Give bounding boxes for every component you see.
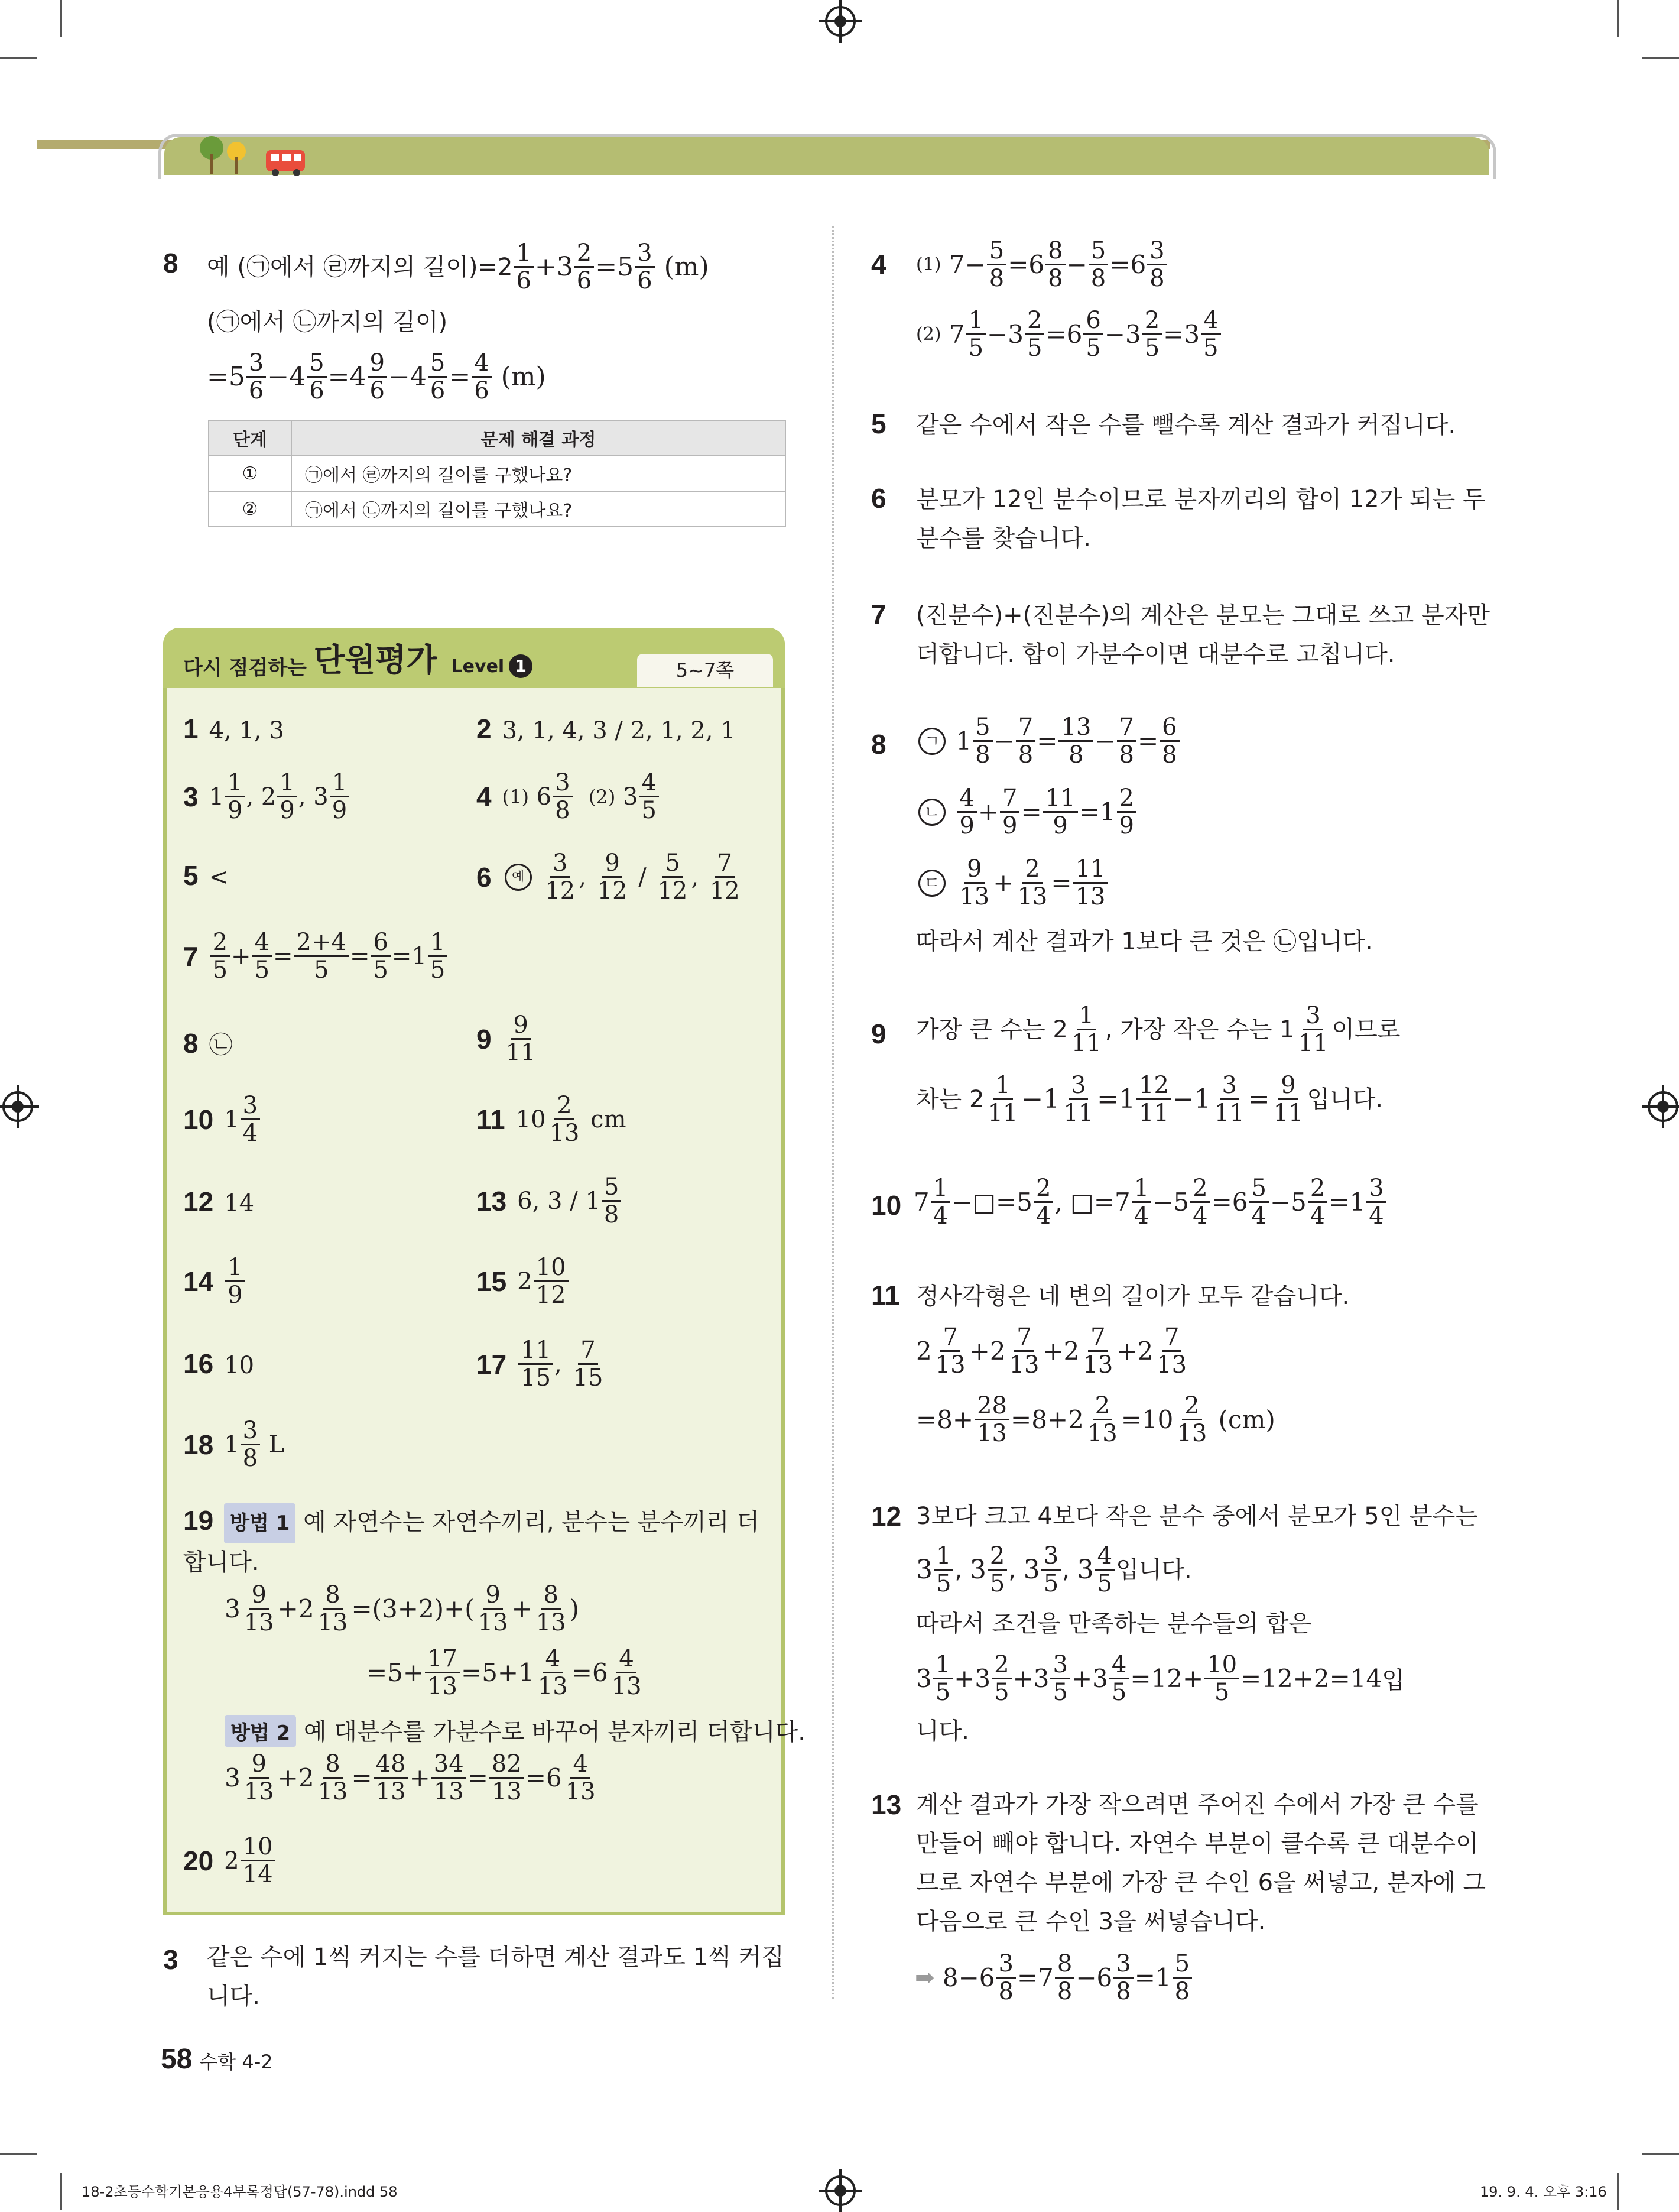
registration-mark-icon [2,1091,33,1122]
answer-14: 14 1 9 [183,1254,246,1308]
problem-13-text: 계산 결과가 가장 작으려면 주어진 수에서 가장 큰 수를 만들어 빼야 합니다. 자연수 부분이 클수록 큰 대분수이므로 자연수 부분에 가장 큰 수인 6을 써넣고, 분자에 그 다음으로 큰 수인 3을 써넣습니다. [916,1791,1486,1935]
table-header: 단계 [209,420,291,456]
problem-8-a: ㄱ 1 5 8 − 7 8 = 13 8 − 7 8 = 6 8 [916,714,1181,768]
problem-8-b: ㄴ 4 9 + 7 9 = 11 9 =1 2 9 [916,785,1138,839]
method-1-text: 예 자연수는 자연수끼리, 분수는 분수끼리 더합니다. [183,1509,759,1576]
page-range: 5~7쪽 [637,654,773,687]
answer-3: 3 1 1 9 , 2 1 9 , 3 1 9 [183,770,350,823]
level-label: Level [451,656,505,677]
unit-m: (m) [664,251,709,282]
problem-7-text: (진분수)+(진분수)의 계산은 분모는 그대로 쓰고 분자만 더합니다. 합이 가분수이면 대분수로 고칩니다. [916,602,1490,668]
header-tab [164,137,1489,175]
unit-test-title [183,635,532,680]
answer-2: 2 3, 1, 4, 3 / 2, 1, 2, 1 [476,713,736,744]
answer-1: 1 4, 1, 3 [183,713,284,744]
answer-15: 15 2 10 12 [476,1254,570,1308]
table-cell: ① [209,456,291,491]
answer-4: 4 (1) 6 3 8 (2) 3 4 5 [476,770,660,823]
registration-mark-icon [825,6,856,37]
problem-12-text4: 니다. [916,1718,969,1745]
answer-20: 20 2 10 14 [183,1834,277,1887]
answer-17: 17 11 15 , 7 15 [476,1337,603,1392]
crop-mark [1642,2153,1679,2155]
method-2-text: 예 대분수를 가분수로 바꾸어 분자끼리 더합니다. [303,1718,806,1746]
problem-11: 11 [871,1280,900,1311]
page-footer [161,2043,273,2075]
method-2-label: 방법 2 [225,1715,296,1747]
file-info: 18-2초등수학기본응용4부록정답(57-78).indd 58 [82,2184,398,2200]
problem-11-calc2: =8+ 28 13 =8+2 2 13 =10 2 13 (cm) [916,1392,1275,1447]
table-cell: ② [209,491,291,527]
book-title: 수학 4-2 [199,2051,273,2073]
crop-mark [0,57,37,59]
problem-7: 7 [871,599,886,630]
problem-13-calc: ➡ 8−6 3 8 =7 8 8 −6 3 8 =1 5 8 [915,1951,1193,2005]
registration-mark-icon [1648,1091,1678,1122]
answer-5: 5 < [183,860,229,891]
problem-9-line2: 차는 2 1 11 −1 $\frac{3}{11}$ =1 12 11 −1 $\frac{3}{11}$ = $\frac{9}{11}$ 입니다. [916,1072,1384,1127]
crop-mark [60,2173,62,2210]
problem-number: 8 [163,248,178,278]
crop-mark [1617,2173,1619,2210]
answer-19: 19 방법 1 예 자연수는 자연수끼리, 분수는 분수끼리 더합니다. [183,1501,762,1581]
page-number: 58 [161,2044,193,2075]
answer-13: 13 6, 3 / 1 5 8 [476,1174,622,1228]
problem-12-calc: 3 1 5 +3 2 5 +3 3 5 +3 4 5 =12+ 10 5 =12+2=14 입 [916,1651,1405,1706]
answer-18: 18 1 3 8 L [183,1417,285,1472]
problem-12-text: 3보다 크고 4보다 작은 분수 중에서 분모가 5인 분수는 [916,1503,1478,1530]
print-stamp: 19. 9. 4. 오후 3:16 [1480,2184,1607,2200]
crop-mark [0,2153,37,2155]
problem-4-part1: (1) 7− 5 8 =6 8 8 − 5 8 =6 3 8 [916,238,1168,291]
steps-table [208,420,786,527]
problem-9-line1: 가장 큰 수는 2 1 11 , 가장 작은 수는 1 3 11 이므로 [916,1002,1401,1057]
answer-19-calc1: 3 9 13 +2 8 13 =(3+2)+( 9 13 + 8 13 ) [225,1581,580,1636]
answer-7: 7 2 5 + 4 5 = 2+4 5 = 6 5 =1 1 5 [183,929,449,983]
problem-13: 13 [871,1789,902,1820]
problem-12: 12 [871,1501,902,1532]
problem-12-fractions: 3 1 5 , 3 2 5 , 3 3 5 , 3 4 5 입니다. [916,1542,1192,1597]
answer-19-calc3: 3 9 13 +2 8 13 = 48 13 + 34 13 = 82 13 =6 4 13 [225,1750,596,1805]
arrow-right-icon: ➡ [915,1964,935,1992]
problem-8-line3: =5 3 6 −4 5 6 =4 9 6 −4 5 6 = 4 6 (m) [207,349,546,404]
answer-16: 16 10 [183,1348,255,1379]
problem-8-conclusion: 따라서 계산 결과가 1보다 큰 것은 ㉡입니다. [916,928,1373,955]
problem-8-right: 8 [871,729,886,760]
problem-8-line1: 예 (㉠에서 ㉣까지의 길이)=2 1 6 +3 $\frac{2}{6}$ =5 3 6 (m) [207,239,709,294]
level-badge: 1 [509,654,532,678]
problem-8-line2: (㉠에서 ㉡까지의 길이) [207,309,448,336]
registration-mark-icon [825,2175,856,2206]
problem-11-text: 정사각형은 네 변의 길이가 모두 같습니다. [916,1283,1350,1310]
answer-19-method2 [225,1713,806,1747]
method-1-label: 방법 1 [224,1503,295,1543]
crop-mark [1617,0,1619,37]
problem-8-left [163,247,178,279]
crop-mark [60,0,62,37]
problem-10: 10 [871,1190,902,1221]
problem-9: 9 [871,1019,886,1049]
title-big: 단원평가 [313,641,437,679]
title-small: 다시 점검하는 [183,656,307,680]
problem-3: 3 [163,1944,178,1975]
table-header: 문제 해결 과정 [291,420,785,456]
problem-5-text: 같은 수에서 작은 수를 뺄수록 계산 결과가 커집니다. [916,411,1456,439]
answer-19-calc2: =5+ 17 13 =5+1 4 13 =6 4 13 [366,1645,642,1700]
problem-5: 5 [871,408,886,439]
problem-4-part2: (2) 7 1 5 −3 2 5 =6 6 5 −3 2 5 =3 4 5 [916,307,1222,361]
problem-12-text3: 따라서 조건을 만족하는 분수들의 합은 [916,1610,1312,1637]
problem-11-calc1: 2 7 13 +2 7 13 +2 7 13 +2 7 13 [916,1324,1187,1379]
problem-3-text: 같은 수에 1씩 커지는 수를 더하면 계산 결과도 1씩 커집니다. [207,1944,784,2010]
problem-8-c: ㄷ 9 13 + 2 13 = 11 13 [916,856,1109,910]
problem-8-text: 예 (㉠에서 ㉣까지의 길이)=2 [207,253,513,281]
table-cell: ㉠에서 ㉣까지의 길이를 구했나요? [291,456,785,491]
table-cell: ㉠에서 ㉡까지의 길이를 구했나요? [291,491,785,527]
column-divider [832,226,834,1999]
answer-10: 10 1 3 4 [183,1092,261,1146]
problem-6-text: 분모가 12인 분수이므로 분자끼리의 합이 12가 되는 두 분수를 찾습니다. [916,486,1486,552]
answer-9: 9 9 11 [476,1011,536,1066]
answer-8: 8 ㉡ [183,1028,233,1059]
answer-12: 12 14 [183,1186,255,1217]
problem-6: 6 [871,483,886,514]
crop-mark [1642,57,1679,59]
tree-bus-icon [195,130,313,177]
problem-4: 4 [871,249,886,280]
problem-10-calc: 7 1 4 −□=5 2 4 , □=7 1 4 −5 2 4 =6 5 4 −5 2 4 =1 3 4 [914,1175,1388,1229]
answer-11: 11 10 2 13 cm [476,1092,626,1147]
answer-6: 6 예 3 12 , 9 12 / 5 12 , 7 12 [476,849,740,904]
